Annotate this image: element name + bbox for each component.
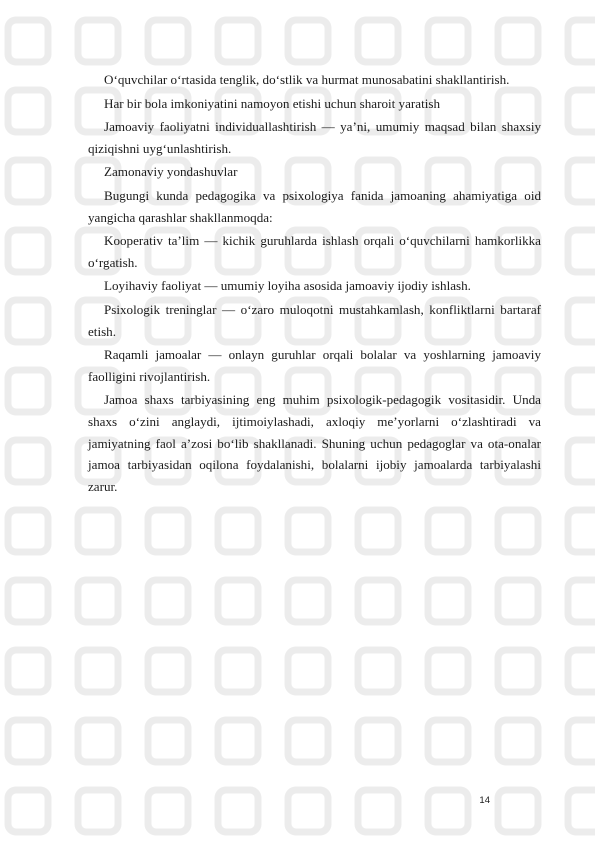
- watermark-mark: [218, 580, 258, 622]
- watermark-mark: [8, 510, 48, 552]
- watermark-mark: [568, 370, 595, 412]
- watermark-mark: [568, 230, 595, 272]
- watermark-mark: [78, 510, 118, 552]
- watermark-mark: [78, 20, 118, 62]
- watermark-mark: [568, 510, 595, 552]
- watermark-mark: [218, 510, 258, 552]
- watermark-mark: [498, 720, 538, 762]
- paragraph: Bugungi kunda pedagogika va psixologiya fanida jamoaning ahamiyatiga oid yangicha qarashlar shakllanmoqda:: [88, 187, 541, 225]
- watermark-mark: [498, 790, 538, 832]
- watermark-mark: [568, 300, 595, 342]
- watermark-mark: [358, 20, 398, 62]
- document-body: [88, 69, 541, 499]
- watermark-mark: [288, 580, 328, 622]
- watermark-mark: [358, 510, 398, 552]
- watermark-mark: [288, 720, 328, 762]
- section-heading: Zamonaviy yondashuvlar: [104, 164, 238, 180]
- list-item: Psixologik treninglar — o‘zaro muloqotni mustahkamlash, konfliktlarni bartaraf etish.: [88, 301, 541, 339]
- watermark-mark: [148, 510, 188, 552]
- watermark-mark: [148, 20, 188, 62]
- watermark-mark: [428, 20, 468, 62]
- watermark-mark: [8, 720, 48, 762]
- list-item: Raqamli jamoalar — onlayn guruhlar orqali bolalar va yoshlarning jamoaviy faolligini rivojlantirish.: [88, 347, 541, 384]
- watermark-mark: [8, 300, 48, 342]
- watermark-mark: [428, 650, 468, 692]
- watermark-mark: [498, 650, 538, 692]
- paragraph: Jamoaviy faoliyatni individuallashtirish — ya’ni, umumiy maqsad bilan shaxsiy qiziqishni uyg‘unlashtirish.: [88, 119, 541, 156]
- list-item: Kooperativ ta’lim — kichik guruhlarda ishlash orqali o‘quvchilarni hamkorlikka o‘rgatish.: [88, 233, 541, 270]
- paragraph: O‘quvchilar o‘rtasida tenglik, do‘stlik va hurmat munosabatini shakllantirish.: [104, 72, 510, 87]
- paragraph: Har bir bola imkoniyatini namoyon etishi uchun sharoit yaratish: [104, 95, 441, 111]
- watermark-mark: [288, 20, 328, 62]
- watermark-mark: [218, 20, 258, 62]
- watermark-mark: [428, 720, 468, 762]
- watermark-mark: [428, 510, 468, 552]
- watermark-mark: [8, 370, 48, 412]
- watermark-mark: [218, 720, 258, 762]
- page-number: 14: [479, 795, 490, 806]
- watermark-mark: [148, 720, 188, 762]
- watermark-mark: [8, 650, 48, 692]
- paragraph: Jamoa shaxs tarbiyasining eng muhim psixologik-pedagogik vositasidir. Unda shaxs o‘zini anglaydi, ijtimoiylashadi, axloqiy me’yorlarni o‘zlashtiradi va jamiyatning faol a’zosi bo‘lib shakllanadi. Shuning uchun pedagoglar va ota-onalar jamoa tarbiyasidan oqilona foydalanishi, bolalarni ijobiy jamoalarda tarbiyalashi zarur.: [88, 392, 541, 494]
- watermark-mark: [218, 650, 258, 692]
- watermark-mark: [8, 160, 48, 202]
- watermark-mark: [568, 440, 595, 482]
- watermark-mark: [8, 90, 48, 132]
- watermark-mark: [148, 650, 188, 692]
- watermark-mark: [8, 230, 48, 272]
- watermark-mark: [78, 720, 118, 762]
- watermark-mark: [288, 650, 328, 692]
- watermark-mark: [148, 580, 188, 622]
- watermark-mark: [78, 580, 118, 622]
- watermark-mark: [568, 720, 595, 762]
- watermark-mark: [498, 580, 538, 622]
- watermark-mark: [428, 580, 468, 622]
- watermark-mark: [358, 580, 398, 622]
- watermark-mark: [568, 790, 595, 832]
- watermark-mark: [568, 20, 595, 62]
- watermark-mark: [8, 20, 48, 62]
- watermark-mark: [498, 510, 538, 552]
- watermark-mark: [358, 720, 398, 762]
- watermark-mark: [568, 650, 595, 692]
- watermark-mark: [568, 580, 595, 622]
- list-item: Loyihaviy faoliyat — umumiy loyiha asosida jamoaviy ijodiy ishlash.: [104, 278, 471, 294]
- watermark-mark: [358, 650, 398, 692]
- watermark-mark: [78, 650, 118, 692]
- watermark-mark: [8, 440, 48, 482]
- watermark-mark: [288, 510, 328, 552]
- watermark-mark: [568, 90, 595, 132]
- watermark-mark: [8, 580, 48, 622]
- watermark-mark: [568, 160, 595, 202]
- watermark-mark: [498, 20, 538, 62]
